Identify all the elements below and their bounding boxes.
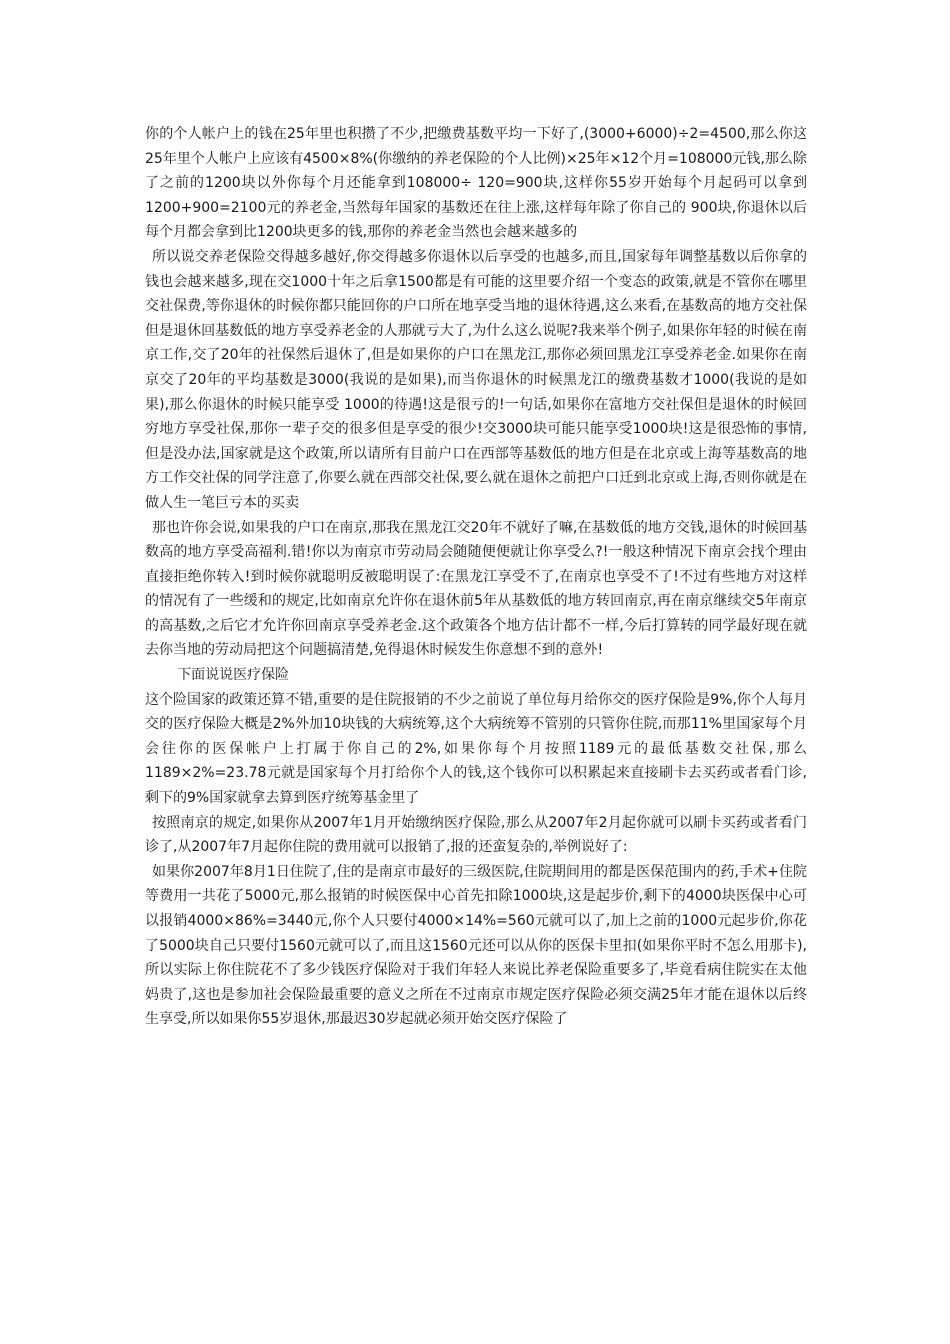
section-heading-medical: 下面说说医疗保险	[177, 667, 290, 684]
paragraph-medical-policy: 这个险国家的政策还算不错,重要的是住院报销的不少之前说了单位每月给你交的医疗保险是9%,你个人每月交的医疗保险大概是2%外加10块钱的大病统筹,这个大病统筹不管别的只管你住院,而那11%里国家每个月会往你的医保帐户上打属于你自己的2%,如果你每个月按照1189元的最低基数交社保,那么1189×2%=23.78元就是国家每个月打给你个人的钱,这个钱你可以积累起来直接刷卡去买药或者看门诊,剩下的9%国家就拿去算到医疗统筹基金里了	[145, 691, 807, 807]
paragraph-hukou-transfer: 那也许你会说,如果我的户口在南京,那我在黑龙江交20年不就好了嘛,在基数低的地方交钱,退休的时候回基数高的地方享受高福利.错!你以为南京市劳动局会随随便便就让你享受么?!一般这种情况下南京会找个理由直接拒绝你转入!到时候你就聪明反被聪明误了:在黑龙江享受不了,在南京也享受不了!不过有些地方对这样的情况有了一些缓和的规定,比如南京允许你在退休前5年从基数低的地方转回南京,再在南京继续交5年南京的高基数,之后它才允许你回南京享受养老金.这个政策各个地方估计都不一样,今后打算转的同学最好现在就去你当地的劳动局把这个问题搞清楚,免得退休时候发生你意想不到的意外!	[145, 519, 807, 659]
paragraph-nanjing-rules: 按照南京的规定,如果你从2007年1月开始缴纳医疗保险,那么从2007年2月起你就可以刷卡买药或者看门诊了,从2007年7月起你住院的费用就可以报销了,报的还蛮复杂的,举例说好了:	[145, 814, 807, 856]
paragraph-example: 如果你2007年8月1日住院了,住的是南京市最好的三级医院,住院期间用的都是医保范围内的药,手术+住院等费用一共花了5000元,那么报销的时候医保中心首先扣除1000块,这是起步价,剩下的4000块医保中心可以报销4000×86%=3440元,你个人只要付4000×14%=560元就可以了,加上之前的1000元起步价,你花了5000块自己只要付1560元就可以了,而且这1560元还可以从你的医保卡里扣(如果你平时不怎么用那卡), 所以实际上你住院花不了多少钱医疗保险对于我们年轻人来说比养老保险重要多了,毕竟看病住院实在太他妈贵了,这也是参加社会保险最重要的意义之所在不过南京市规定医疗保险必须交满25年才能在退休以后终生享受,所以如果你55岁退休,那最迟30岁起就必须开始交医疗保险了	[145, 863, 807, 1028]
paragraph-pension-base: 所以说交养老保险交得越多越好,你交得越多你退休以后享受的也越多,而且,国家每年调整基数以后你拿的钱也会越来越多,现在交1000十年之后拿1500都是有可能的这里要介绍一个变态的政策,就是不管你在哪里交社保费,等你退休的时候你都只能回你的户口所在地享受当地的退休待遇,这么来看,在基数高的地方交社保但是退休回基数低的地方享受养老金的人那就亏大了,为什么这么说呢?我来举个例子,如果你年轻的时候在南京工作,交了20年的社保然后退休了,但是如果你的户口在黑龙江,那你必须回黑龙江享受养老金.如果你在南京交了20年的平均基数是3000(我说的是如果),而当你退休的时候黑龙江的缴费基数才1000(我说的是如果),那么你退休的时候只能享受 1000的待遇!这是很亏的!一句话,如果你在富地方交社保但是退休的时候回穷地方享受社保,那你一辈子交的很多但是享受的很少!交3000块可能只能享受1000块!这是很恐怖的事情,但是没办法,国家就是这个政策,所以请所有目前户口在西部等基数低的地方但是在北京或上海等基数高的地方工作交社保的同学注意了,你要么就在西部交社保,要么就在退休之前把户口迁到北京或上海,否则你就是在做人生一笔巨亏本的买卖	[145, 248, 807, 511]
paragraph-pension-account: 你的个人帐户上的钱在25年里也积攒了不少,把缴费基数平均一下好了,(3000+6000)÷2=4500,那么你这25年里个人帐户上应该有4500×8%(你缴纳的养老保险的个人比例)×25年×12个月=108000元钱,那么除了之前的1200块以外你每个月还能拿到108000÷ 120=900块,这样你55岁开始每个月起码可以拿到1200+900=2100元的养老金,当然每年国家的基数还在往上涨,这样每年除了你自己的 900块,你退休以后每个月都会拿到比1200块更多的钱,那你的养老金当然也会越来越多的	[145, 126, 807, 241]
document-page	[145, 122, 807, 1032]
